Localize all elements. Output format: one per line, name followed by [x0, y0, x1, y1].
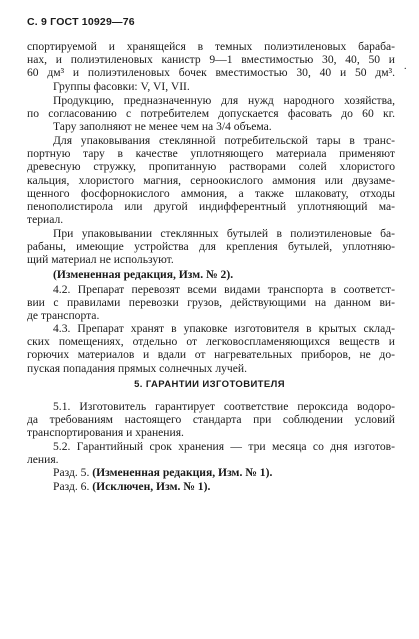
paragraph-4-3-storage	[27, 322, 395, 375]
text-line: портную тару в качестве уплотняющего материала применяют	[27, 147, 395, 161]
text-line: Тару заполняют не менее чем на 3/4 объема.	[53, 120, 272, 133]
text-line: 4.2. Препарат перевозят всеми видами транспорта в соответст-	[53, 283, 395, 296]
text-line: 60 дм³ и полиэтиленовых бочек вместимостью 30, 40 и 50 дм³.	[27, 66, 395, 80]
paragraph-packaging-containers	[27, 40, 395, 80]
text-line: древесную стружку, пропитанную растворами солей хлористого	[27, 160, 395, 174]
text-line: териал.	[27, 213, 64, 227]
section-ref: Разд. 5.	[53, 466, 90, 479]
section-6-amendment	[27, 480, 395, 493]
amendment-text: (Измененная редакция, Изм. № 1).	[92, 466, 273, 479]
text-line: 5.2. Гарантийный срок хранения — три месяца со дня изготов-	[53, 440, 395, 453]
text-line: по согласованию с потребителем допускается фасовать до 60 кг.	[27, 107, 395, 121]
text-line: Группы фасовки: V, VI, VII.	[53, 80, 190, 93]
text-line: Продукцию, предназначенную для нужд народного хозяйства,	[53, 94, 395, 107]
margin-mark: .	[404, 61, 407, 72]
paragraph-glass-bottles	[27, 227, 395, 267]
text-line: 5.1. Изготовитель гарантирует соответствие пероксида водоро-	[53, 400, 395, 413]
section-ref: Разд. 6.	[53, 480, 90, 493]
paragraph-national-economy	[27, 94, 395, 120]
paragraph-5-2-shelf-life	[27, 440, 395, 466]
text-line: рабаны, имеющие устройства для крепления бутылей, уплотняю-	[27, 240, 395, 254]
text-line: 4.3. Препарат хранят в упаковке изготовителя в крытых склад-	[53, 322, 395, 335]
text-line: горючих материалов и вдали от нагревательных приборов, не до-	[27, 348, 395, 362]
text-line	[27, 466, 395, 479]
text-line: (Измененная редакция, Изм. № 2).	[53, 268, 234, 281]
text-line: спортируемой и хранящейся в темных полиэтиленовых бараба-	[27, 40, 395, 53]
amendment-note	[27, 268, 395, 281]
text-line	[27, 480, 395, 493]
text-line: ления.	[27, 453, 59, 467]
text-line: щий материал не используют.	[27, 253, 174, 267]
text-line: де транспорта.	[27, 309, 100, 323]
paragraph-packing-groups	[27, 80, 395, 93]
paragraph-fill-level	[27, 120, 395, 133]
section-5-amendment	[27, 466, 395, 479]
text-line: да требованиям настоящего стандарта при соблюдении условий	[27, 413, 395, 427]
text-line: транспортирования и хранения.	[27, 426, 184, 440]
text-line: ских помещениях, отдельно от легковоспламеняющихся веществ и	[27, 335, 395, 349]
amendment-text: (Исключен, Изм. № 1).	[92, 480, 211, 493]
section-title: 5. ГАРАНТИИ ИЗГОТОВИТЕЛЯ	[134, 379, 285, 390]
text-line: нах, и полиэтиленовых канистр 9—1 вместимостью 30, 40, 50 и	[27, 53, 395, 67]
text-line: кальция, хлористого магния, серноокислого аммония или двузаме-	[27, 173, 395, 187]
text-line: Для упаковывания стеклянной потребительской тары в транс-	[53, 134, 395, 147]
text-line: вии с правилами перевозки грузов, действующими на данном ви-	[27, 296, 395, 310]
text-line: щенного фосфорнокислого аммония, а также шлаковату, отходы	[27, 186, 395, 200]
text-line: пуская попадания прямых солнечных лучей.	[27, 361, 247, 375]
text-line: пенополистирола или другой индифферентный уплотняющий ма-	[27, 200, 395, 214]
paragraph-5-1-guarantee	[27, 400, 395, 440]
paragraph-4-2-transport	[27, 283, 395, 323]
paragraph-cushioning-material	[27, 134, 395, 226]
page-header: С. 9 ГОСТ 10929—76	[27, 16, 135, 28]
text-line: При упаковывании стеклянных бутылей в полиэтиленовые ба-	[53, 227, 395, 240]
